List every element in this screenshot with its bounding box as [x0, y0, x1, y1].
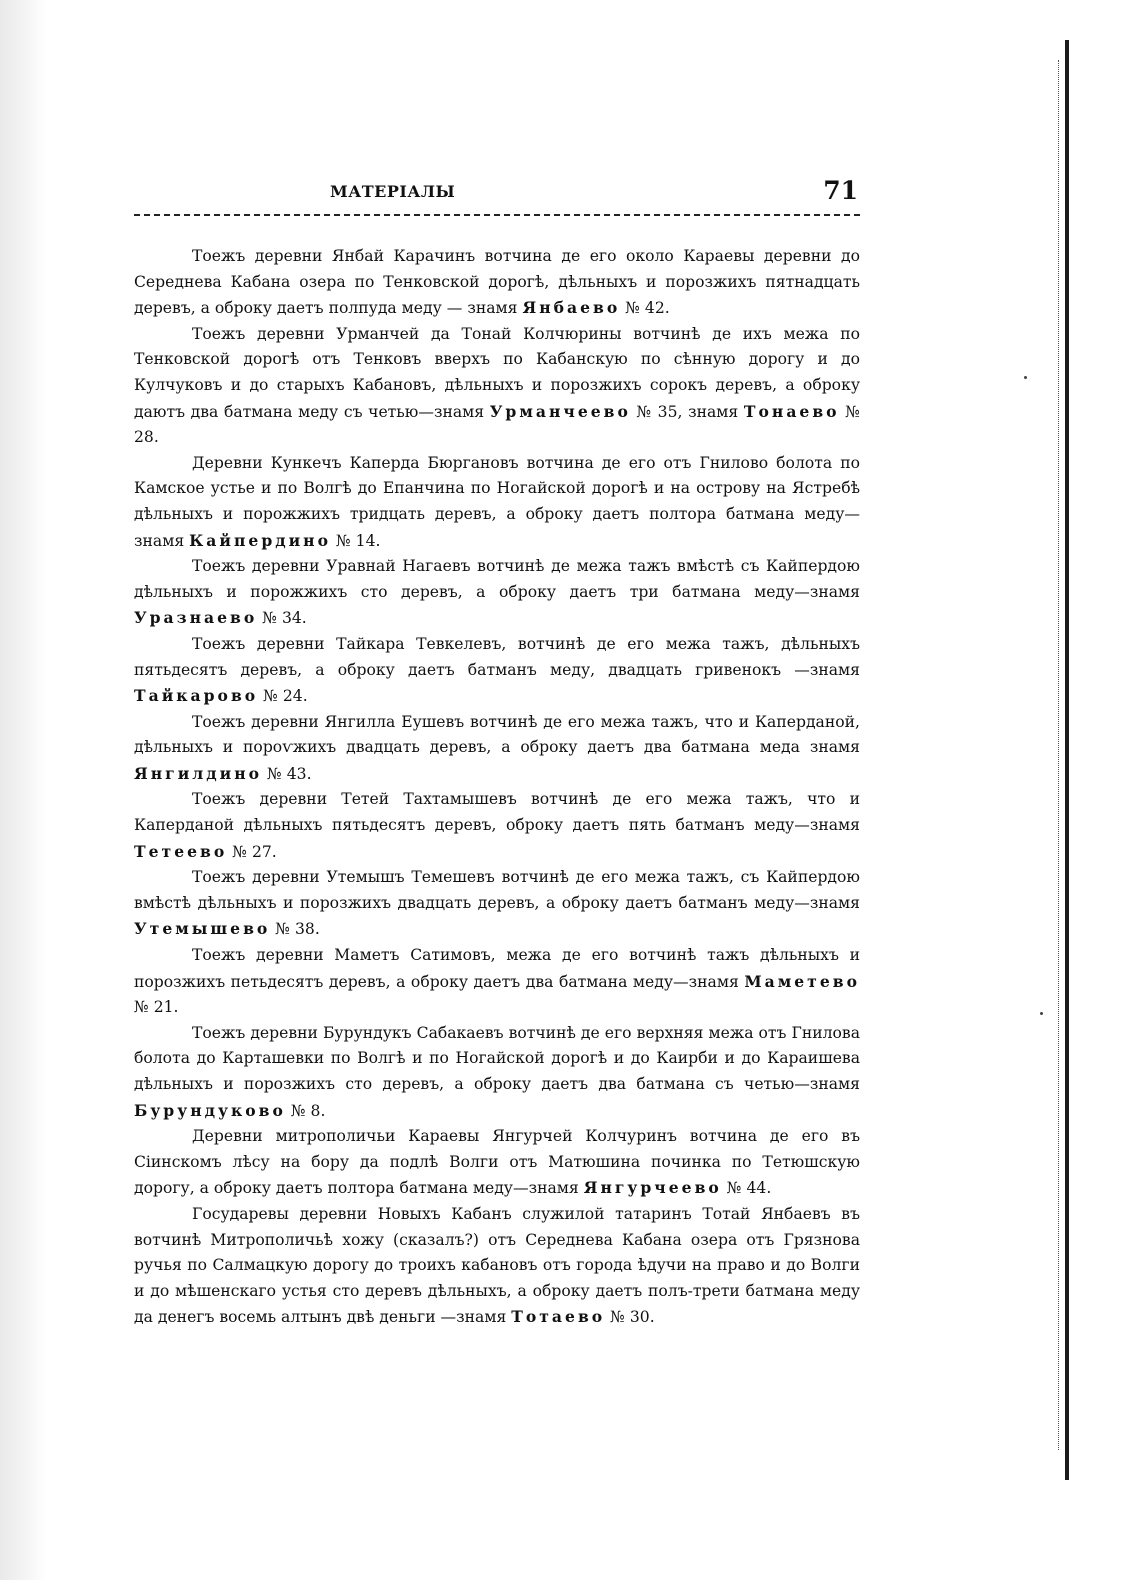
page-number: 71: [823, 176, 858, 205]
paragraph: Тоежъ деревни Тетей Тахтамышевъ вотчинѣ де его межа тажъ, что и Каперданой дѣльныхъ пятьдесятъ деревъ, оброку даетъ пять батманъ меду—знамя Тетеево № 27.: [134, 790, 860, 861]
paragraph: Деревни Кункечъ Каперда Бюргановъ вотчина де его отъ Гнилово болота по Камское устье и по Волгѣ до Епанчина по Ногайской дорогѣ и на острову на Ястребѣ дѣльныхъ и порожжихъ тридцать деревъ, а оброку даетъ полтора батмана меду—знамя Кайпердино № 14.: [134, 453, 860, 550]
scan-speck: [1024, 376, 1027, 379]
paragraph: Тоежъ деревни Янгилла Еушевъ вотчинѣ де его межа тажъ, что и Каперданой, дѣльныхъ и пороѵжихъ двадцать деревъ, а оброку даетъ два батмана меда знамя Янгилдино № 43.: [134, 712, 860, 783]
page-header: [134, 176, 860, 210]
sign-name: Маметево: [744, 971, 860, 991]
header-rule: [134, 214, 860, 216]
paragraph: Тоежъ деревни Уравнай Нагаевъ вотчинѣ де межа тажъ вмѣстѣ съ Кайпердою дѣльныхъ и порожжихъ сто деревъ, а оброку даетъ три батмана меду—знамя Уразнаево № 34.: [134, 557, 860, 628]
sign-name: Янгилдино: [134, 763, 263, 783]
body-text: [134, 244, 860, 1331]
scan-speck: [1040, 1012, 1043, 1015]
scan-right-edge: [1065, 40, 1069, 1480]
sign-name: Тотаево: [511, 1307, 606, 1327]
paragraph: Тоежъ деревни Маметъ Сатимовъ, межа де его вотчинѣ тажъ дѣльныхъ и порозжихъ петьдесятъ деревъ, а оброку даетъ два батмана меду—знамя Маметево № 21.: [134, 946, 860, 1017]
sign-name: Кайпердино: [189, 530, 331, 550]
sign-name: Урманчеево: [489, 401, 631, 421]
sign-name: Тонаево: [743, 401, 840, 421]
paragraph: Деревни митрополичьи Караевы Янгурчей Колчуринъ вотчина де его въ Сіинскомъ лѣсу на бору да подлѣ Волги отъ Матюшина починка по Тетюшскую дорогу, а оброку даетъ полтора батмана меду—знамя Янгурчеево № 44.: [134, 1127, 860, 1198]
paragraph: Государевы деревни Новыхъ Кабанъ служилой татаринъ Тотай Янбаевъ въ вотчинѣ Митрополичьѣ хожу (сказалъ?) отъ Середнева Кабана озера отъ Грязнова ручья по Салмацкую дорогу до троихъ кабановъ отъ города ѣдучи на право и до Волги и до мѣшенскаго устья сто деревъ дѣльныхъ, а оброку даетъ полъ-трети батмана меду да денегъ восемь алтынъ двѣ деньги —знамя Тотаево № 30.: [134, 1204, 860, 1327]
scan-left-shadow: [0, 0, 46, 1580]
paragraph: Тоежъ деревни Тайкара Тевкелевъ, вотчинѣ де его межа тажъ, дѣльныхъ пятьдесятъ деревъ, а оброку даетъ батманъ меду, двадцать гривенокъ —знамя Тайкарово № 24.: [134, 634, 860, 706]
sign-name: Бурундуково: [134, 1100, 286, 1120]
running-title: МАТЕРІАЛЫ: [330, 182, 456, 201]
paragraph: Тоежъ деревни Урманчей да Тонай Колчюрины вотчинѣ де ихъ межа по Тенковской дорогѣ отъ Тенковъ вверхъ по Кабанскую по сѣнную дорогу и до Кулчуковъ и до старыхъ Кабановъ, дѣльныхъ и порозжихъ сорокъ деревъ, а оброку даютъ два батмана меду съ четью—знамя Урманчеево № 35, знамя Тонаево № 28.: [134, 324, 860, 447]
sign-name: Тетеево: [134, 841, 228, 861]
sign-name: Янбаево: [522, 298, 621, 318]
sign-name: Утемышево: [134, 919, 271, 939]
paragraph: Тоежъ деревни Бурундукъ Сабакаевъ вотчинѣ де его верхняя межа отъ Гнилова болота до Карташевки по Волгѣ и по Ногайской дорогѣ и до Каирби и до Караишева дѣльныхъ и порозжихъ сто деревъ, а оброку даетъ два батмана съ четью—знамя Бурундуково № 8.: [134, 1023, 860, 1120]
paragraph: Тоежъ деревни Янбай Карачинъ вотчина де его около Караевы деревни до Середнева Кабана озера по Тенковской дорогѣ, дѣльныхъ и порозжихъ пятнадцать деревъ, а оброку даетъ полпуда меду — знамя Янбаево № 42.: [134, 247, 860, 318]
sign-name: Тайкарово: [134, 686, 259, 706]
scan-right-edge-dotted: [1058, 60, 1060, 1450]
sign-name: Уразнаево: [134, 608, 258, 628]
paragraph: Тоежъ деревни Утемышъ Темешевъ вотчинѣ де его межа тажъ, съ Кайпердою вмѣстѣ дѣльныхъ и порозжихъ двадцать деревъ, а оброку даетъ батманъ меду—знамя Утемышево № 38.: [134, 868, 860, 939]
sign-name: Янгурчеево: [583, 1178, 722, 1198]
